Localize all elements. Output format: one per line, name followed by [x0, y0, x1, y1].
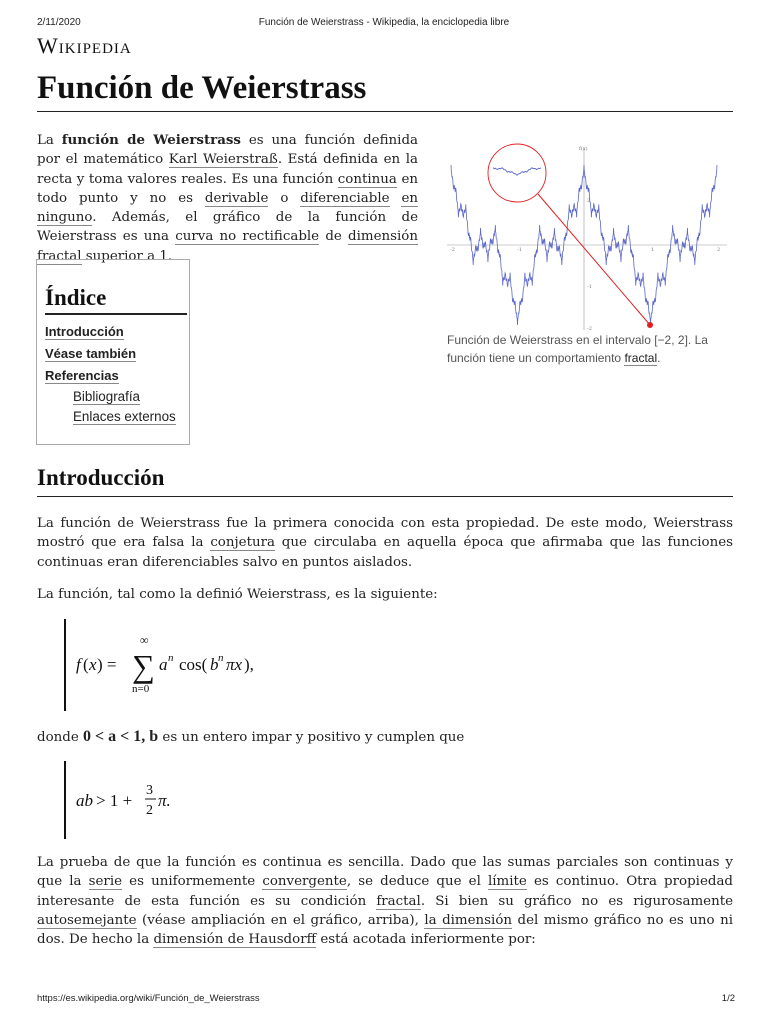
graph-x-tick-2: 2 [717, 247, 721, 253]
graph-x-tick-neg2: -2 [450, 247, 455, 253]
print-title: Función de Weierstrass - Wikipedia, la enciclopedia libre [258, 17, 510, 28]
link-dimension-fractal[interactable]: dimensión fractal [37, 229, 418, 264]
link-curva-no-rectificable[interactable]: curva no rectificable [175, 229, 320, 245]
graph-x-tick-neg1: -1 [517, 247, 522, 253]
link-en-ninguno[interactable]: en ninguno [37, 190, 418, 226]
link-derivable[interactable]: derivable [204, 190, 269, 206]
print-page-number: 1/2 [721, 993, 735, 1004]
toc-list [41, 321, 185, 427]
print-header [0, 17, 768, 33]
inline-math-a-range: 0 < a < 1, b [83, 728, 159, 745]
zoom-point-marker [647, 322, 653, 328]
link-serie[interactable]: serie [88, 874, 123, 890]
link-autosemejante[interactable]: autosemejante [37, 912, 137, 928]
svg-text:ab: ab [76, 791, 93, 810]
formula-2-rendering [66, 761, 216, 839]
intro-paragraph-2: La función, tal como la definió Weierstrass, es la siguiente: [37, 587, 438, 602]
print-url: https://es.wikipedia.org/wiki/Función_de_Weierstrass [37, 993, 260, 1004]
formula-1-rendering [66, 619, 266, 711]
graph-y-tick-2: 2 [587, 198, 591, 204]
svg-text:f: f [76, 655, 81, 674]
intro-paragraph-4: La prueba de que la función es continua es sencilla. Dado que las sumas parciales son continuas y que la serie es uniformemente convergente, se deduce que el límite es continuo. Otra propiedad interesante de esta función es su condición fractal. Si bien su gráfico no es rigurosamente autosemejante (véase ampliación en el gráfico, arriba), la dimensión del mismo gráfico no es uno ni dos. De hecho la dimensión de Hausdorff está acotada inferiormente por: [37, 855, 733, 948]
svg-text:> 1 +: > 1 + [96, 791, 133, 810]
link-diferenciable[interactable]: diferenciable [300, 190, 390, 206]
link-karl-weierstrass[interactable]: Karl Weierstraß [168, 152, 278, 168]
print-date: 2/11/2020 [37, 17, 81, 28]
lead-bold-term: función de Weierstrass [61, 132, 241, 148]
link-fractal[interactable]: fractal [376, 893, 421, 909]
weierstrass-graph [445, 140, 735, 332]
graph-y-tick-neg2: -2 [587, 326, 592, 332]
svg-text:) =: ) = [97, 655, 117, 674]
link-limite[interactable]: límite [487, 874, 527, 890]
svg-text:3: 3 [146, 783, 153, 798]
svg-text:),: ), [244, 655, 254, 674]
toc-title: Índice [45, 285, 187, 315]
svg-text:πx: πx [226, 655, 243, 674]
svg-text:n: n [168, 652, 174, 664]
section-heading-introduccion: Introducción [37, 465, 733, 497]
toc-item-bibliografia[interactable]: Bibliografía [73, 389, 140, 404]
svg-text:x: x [89, 655, 97, 674]
graph-x-tick-1: 1 [651, 247, 655, 253]
wikipedia-logo[interactable]: Wikipedia [37, 33, 132, 58]
intro-paragraph-3: donde 0 < a < 1, b es un entero impar y positivo y cumplen que [37, 728, 465, 745]
svg-text:n: n [218, 652, 224, 664]
svg-text:cos(: cos( [179, 655, 208, 674]
svg-text:a: a [159, 655, 168, 674]
formula-weierstrass-definition [64, 619, 366, 711]
link-dimension-hausdorff[interactable]: dimensión de Hausdorff [153, 932, 317, 948]
zoom-circle [488, 144, 546, 202]
toc-item-vease-tambien[interactable]: Véase también [45, 346, 137, 361]
svg-text:2: 2 [146, 803, 153, 818]
toc-item-referencias[interactable]: Referencias [45, 368, 119, 383]
weierstrass-graph-figure[interactable] [445, 140, 735, 332]
graph-y-axis-label: f(x) [579, 146, 588, 152]
link-convergente[interactable]: convergente [262, 874, 347, 890]
intro-paragraph-1: La función de Weierstrass fue la primera conocida con esta propiedad. De este modo, Weierstrass mostró que era falsa la conjetura que circulaba en aquella época que afirmaba que las funciones continuas eran diferenciables salvo en puntos aislados. [37, 516, 733, 570]
svg-text:∞: ∞ [140, 633, 149, 647]
svg-text:π.: π. [158, 791, 171, 810]
toc-item-introduccion[interactable]: Introducción [45, 324, 124, 339]
svg-text:b: b [210, 655, 219, 674]
svg-text:n=0: n=0 [132, 683, 150, 695]
graph-y-tick-neg1: -1 [587, 284, 592, 290]
svg-text:∑: ∑ [132, 648, 155, 684]
svg-text:(: ( [83, 655, 89, 674]
formula-condition [64, 761, 366, 839]
toc-item-enlaces-externos[interactable]: Enlaces externos [73, 409, 176, 424]
link-conjetura[interactable]: conjetura [210, 535, 275, 551]
figure-caption: Función de Weierstrass en el intervalo [−2, 2]. La función tiene un comportamiento fractal. [447, 333, 708, 365]
table-of-contents [36, 259, 190, 445]
link-la-dimension[interactable]: la dimensión [424, 912, 513, 928]
page-title: Función de Weierstrass [37, 70, 733, 112]
link-caption-fractal[interactable]: fractal [624, 350, 658, 365]
link-continua[interactable]: continua [337, 171, 397, 187]
lead-paragraph: La función de Weierstrass es una función definida por el matemático Karl Weierstraß. Está definida en la recta y toma valores reales. Es una función continua en todo punto y no es derivable o diferenciable en ninguno. Además, el gráfico de la función de Weierstrass es una curva no rectificable de dimensión fractal superior a 1. [37, 132, 418, 264]
